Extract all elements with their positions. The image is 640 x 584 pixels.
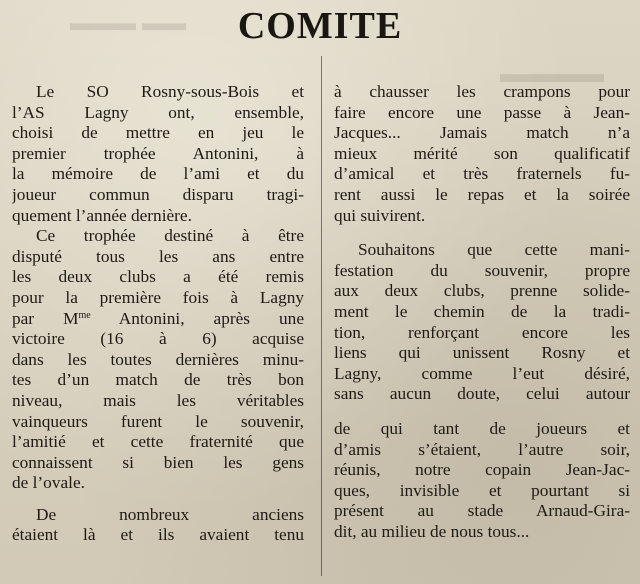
- text-line: tes d’un match de très bon: [12, 370, 304, 390]
- text-line: rent aussi le repas et la soirée: [334, 184, 630, 204]
- superscript: me: [78, 309, 91, 321]
- text-line: Lagny, comme l’eut désiré,: [334, 363, 630, 383]
- text-line: ment le chemin de la tradi-: [334, 301, 630, 321]
- text-line: disputé tous les ans entre: [12, 246, 304, 266]
- text-line: l’AS Lagny ont, ensemble,: [12, 102, 304, 122]
- text-line: dit, au milieu de nous tous...: [334, 521, 530, 541]
- text-line: les deux clubs a été remis: [12, 267, 304, 287]
- text-line: pour la première fois à Lagny: [12, 287, 304, 307]
- paragraph-gap: [12, 494, 304, 505]
- text-line: Jacques... Jamais match n’a: [334, 123, 630, 143]
- text-line: niveau, mais les véritables: [12, 390, 304, 410]
- paragraph: [334, 240, 630, 405]
- text-line: joueur commun disparu tragi-: [12, 184, 304, 204]
- column-divider: [321, 56, 322, 576]
- text-line: étaient là et ils avaient tenu: [12, 525, 304, 545]
- text-line: mieux mérité son qualificatif: [334, 143, 630, 163]
- paragraph: [334, 82, 630, 226]
- article-column-left: [12, 82, 304, 546]
- paragraph: [12, 82, 304, 226]
- paragraph-gap: [334, 405, 630, 419]
- text-line: quement l’année dernière.: [12, 205, 192, 225]
- text-line: De nombreux anciens: [36, 504, 304, 524]
- text-line: Souhaitons que cette mani-: [358, 240, 630, 260]
- paragraph: [12, 505, 304, 546]
- text-line: premier trophée Antonini, à: [12, 143, 304, 163]
- text-line: la mémoire de l’ami et du: [12, 164, 304, 184]
- text-line: vainqueurs furent le souvenir,: [12, 411, 304, 431]
- paragraph: [334, 419, 630, 543]
- text-line: victoire (16 à 6) acquise: [12, 329, 304, 349]
- text-line: tion, renforçant encore les: [334, 322, 630, 342]
- text-line: l’amitié et cette fraternité que: [12, 432, 304, 452]
- text-line: d’amical et très fraternels fu-: [334, 164, 630, 184]
- article-column-right: [334, 82, 630, 542]
- text-line: ques, invisible et pourtant si: [334, 480, 630, 500]
- text-line: d’amis s’étaient, l’autre soir,: [334, 439, 630, 459]
- paragraph: [12, 226, 304, 494]
- text-line: réunis, notre copain Jean-Jac-: [334, 460, 630, 480]
- article-title: COMITE: [237, 5, 403, 47]
- text-line: sans aucun doute, celui autour: [334, 384, 630, 404]
- text-line: par $M^{me}$ Antonini, après une: [12, 308, 304, 328]
- text-line: de l’ovale.: [12, 473, 85, 493]
- text-line: Ce trophée destiné à être: [36, 226, 304, 246]
- paragraph-gap: [334, 226, 630, 240]
- text-line: festation du souvenir, propre: [334, 260, 630, 280]
- text-line: faire encore une passe à Jean-: [334, 102, 630, 122]
- text-line: présent au stade Arnaud-Gira-: [334, 501, 630, 521]
- text-line: liens qui unissent Rosny et: [334, 343, 630, 363]
- show-through-text: ▬▬▬▬: [500, 58, 604, 88]
- text-line: dans les toutes dernières minu-: [12, 349, 304, 369]
- text-line: connaissent si bien les gens: [12, 452, 304, 472]
- text-line: de qui tant de joueurs et: [334, 418, 630, 438]
- text-line: Le SO Rosny-sous-Bois et: [36, 82, 304, 101]
- text-line: choisi de mettre en jeu le: [12, 123, 304, 143]
- text-line: à chausser les crampons pour: [334, 82, 630, 101]
- show-through-text: ▬▬▬ ▬▬: [70, 10, 187, 35]
- text-line: aux deux clubs, prenne solide-: [334, 281, 630, 301]
- text-line: qui suivirent.: [334, 205, 426, 225]
